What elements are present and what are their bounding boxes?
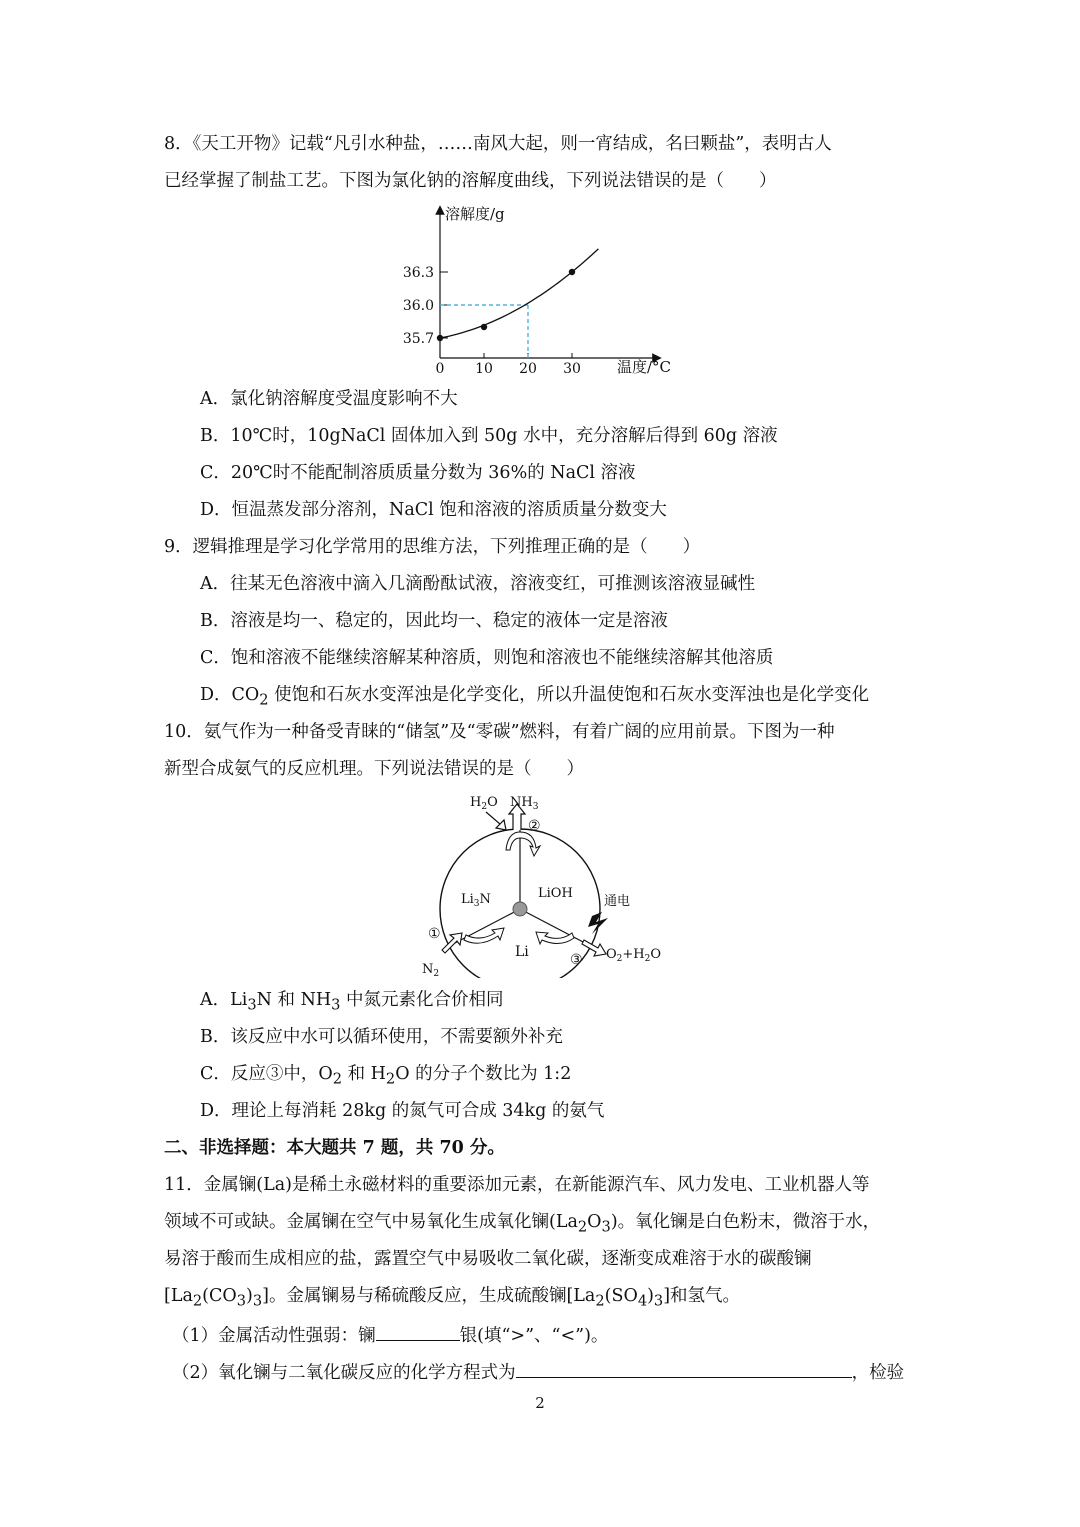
data-point [569,269,575,275]
h2o-label: $H_2O$ [470,795,498,812]
data-point [481,324,487,330]
q8-stem-line2: 已经掌握了制盐工艺。下图为氯化钠的溶解度曲线，下列说法错误的是（ ） [164,171,777,191]
q8-option-d: D．恒温蒸发部分溶剂，NaCl 饱和溶液的溶质质量分数变大 [200,500,667,520]
section-2-heading: 二、非选择题：本大题共 7 题，共 70 分。 [164,1138,505,1158]
o2-h2o-label: $O_2+H_2O$ [606,947,662,964]
q9-stem: 9．逻辑推理是学习化学常用的思维方法，下列推理正确的是（ ） [164,537,701,557]
answer-blank-2[interactable] [516,1359,852,1378]
q10-option-a: A．$Li_3N$ 和 $NH_3$ 中氮元素化合价相同 [200,990,504,1014]
step1-label: ① [428,926,441,942]
nh3-label: $NH_3$ [510,795,539,812]
q11-line2: 领域不可或缺。金属镧在空气中易氧化生成氧化镧$(La_2O_3)$。氧化镧是白色粉末，微溶于水， [164,1212,881,1236]
page-number: 2 [535,1394,545,1412]
x-tick-label: 0 [435,361,445,377]
answer-blank-1[interactable] [376,1322,460,1341]
solubility-curve [440,249,598,338]
q8-option-a: A．氯化钠溶解度受温度影响不大 [200,389,458,409]
q8-option-c: C．20℃时不能配制溶质质量分数为 36%的 NaCl 溶液 [200,463,636,483]
top-curved-arrow [506,832,540,856]
q10-option-d: D．理论上每消耗 28kg 的氮气可合成 34kg 的氨气 [200,1101,605,1121]
li3n-label: $Li_3N$ [461,892,491,909]
y-axis-label: 溶解度/g [445,205,505,223]
data-point [437,335,443,341]
q11-sub2: （2）氧化镧与二氧化碳反应的化学方程式为 ，检验 [172,1359,904,1384]
solubility-chart [395,200,695,380]
lioh-label: LiOH [538,886,573,901]
step3-label: ③ [570,952,583,968]
x-axis-label: 温度/°C [617,358,672,376]
y-tick-label: 36.3 [402,265,434,281]
y-tick-label: 36.0 [402,298,434,314]
li-label: Li [515,944,529,960]
q10-stem-line1: 10．氨气作为一种备受青睐的“储氢”及“零碳”燃料，有着广阔的应用前景。下图为一种 [164,722,835,742]
q8-option-b: B．10℃时，10gNaCl 固体加入到 50g 水中，充分溶解后得到 60g 溶液 [200,426,778,446]
q8-stem-line1: 8．《天工开物》记载“凡引水种盐，……南风大起，则一宵结成，名曰颗盐”，表明古人 [164,134,832,154]
q11-sub1: （1）金属活动性强弱：镧 银(填“>”、“<”)。 [172,1322,608,1347]
x-tick-label: 30 [563,361,581,377]
q9-option-b: B．溶液是均一、稳定的，因此均一、稳定的液体一定是溶液 [200,611,668,631]
q10-option-c: C．反应③中，$O_2$ 和 $H_2O$ 的分子个数比为 1:2 [200,1064,572,1088]
q11-line1: 11．金属镧(La)是稀土永磁材料的重要添加元素，在新能源汽车、风力发电、工业机器人等 [164,1175,870,1195]
lightning-icon [588,912,608,934]
q9-option-d: D．$CO_2$ 使饱和石灰水变浑浊是化学变化，所以升温使饱和石灰水变浑浊也是化学变化 [200,685,870,709]
y-tick-label: 35.7 [402,331,434,347]
power-label: 通电 [604,894,631,909]
ammonia-mechanism-diagram [420,788,670,978]
q10-option-b: B．该反应中水可以循环使用，不需要额外补充 [200,1027,563,1047]
n2-label: $N_2$ [422,962,440,978]
x-tick-label: 10 [475,361,493,377]
q9-option-a: A．往某无色溶液中滴入几滴酚酞试液，溶液变红，可推测该溶液显碱性 [200,574,756,594]
h2o-in-arrow [486,812,506,830]
center-node [513,902,527,916]
q11-line4: $[La_2(CO_3)_3]$。金属镧易与稀硫酸反应，生成硫酸镧$[La_2(SO_4)_3]$和氢气。 [164,1286,741,1310]
x-tick-label: 20 [519,361,537,377]
step2-label: ② [528,818,541,834]
q9-option-c: C．饱和溶液不能继续溶解某种溶质，则饱和溶液也不能继续溶解其他溶质 [200,648,774,668]
q10-stem-line2: 新型合成氨气的反应机理。下列说法错误的是（ ） [164,759,584,779]
q11-line3: 易溶于酸而生成相应的盐，露置空气中易吸收二氧化碳，逐渐变成难溶于水的碳酸镧 [164,1249,812,1269]
